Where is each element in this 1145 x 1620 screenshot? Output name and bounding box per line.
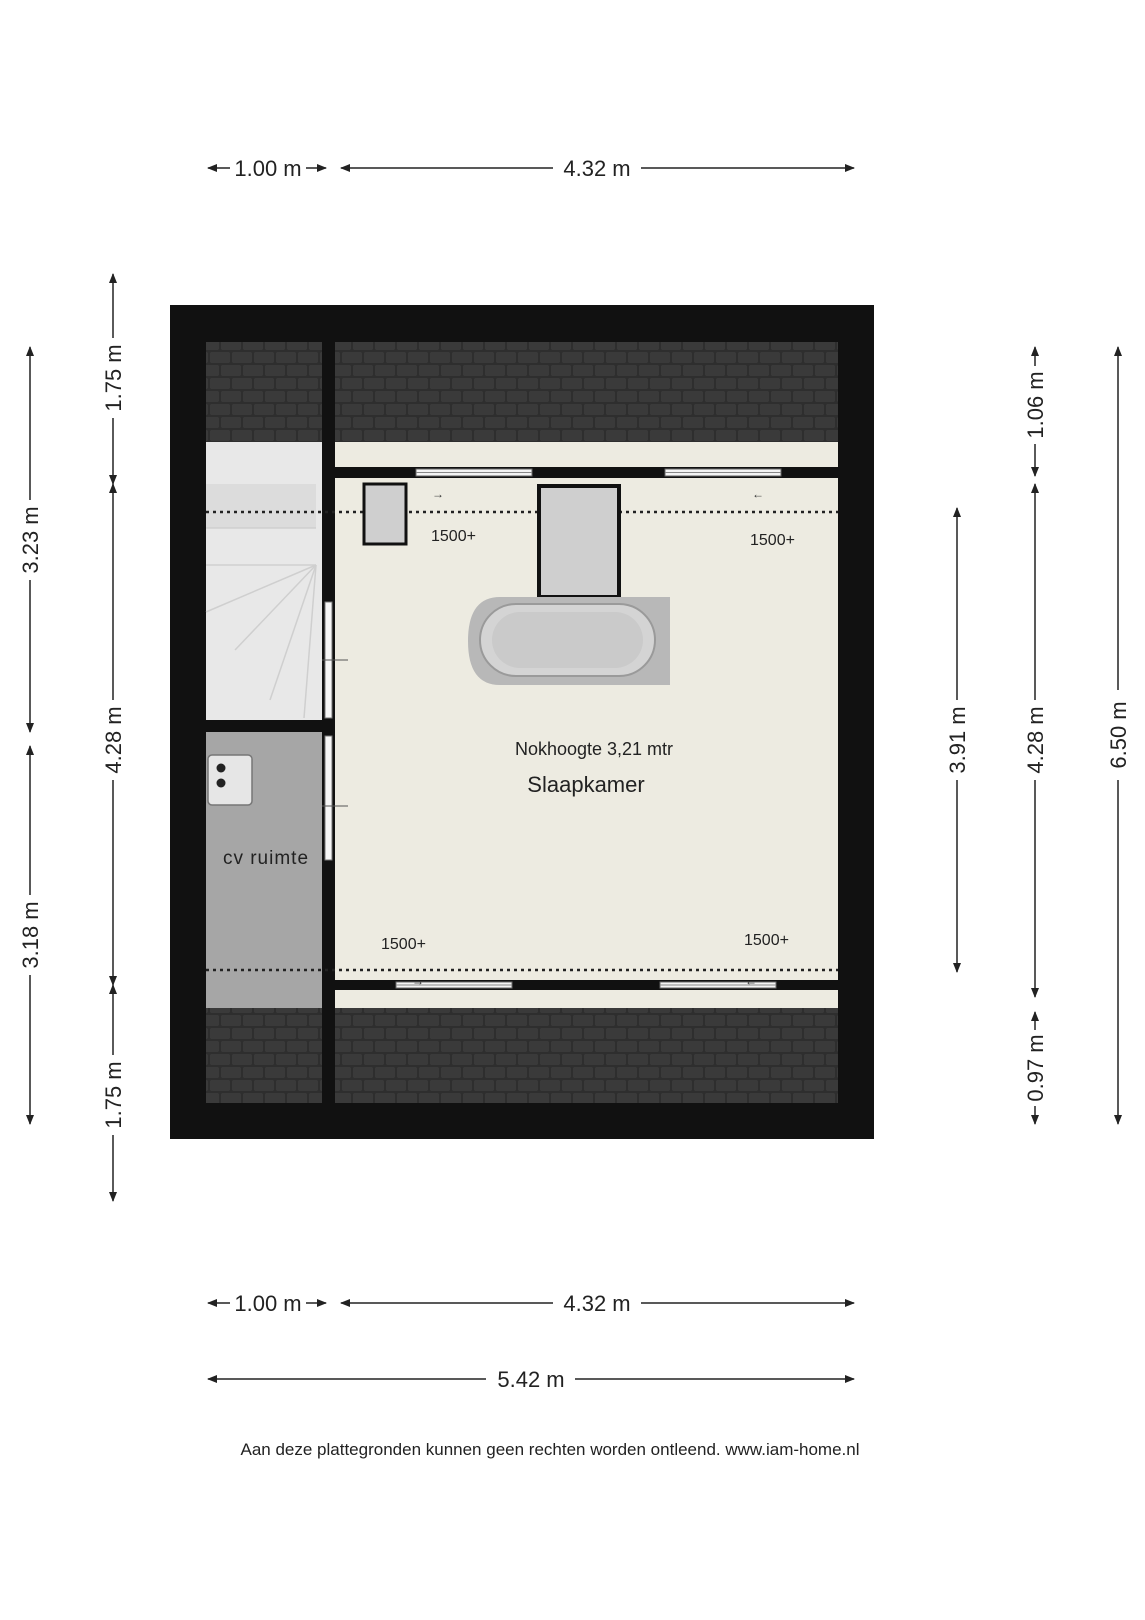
window-bottom-right	[660, 982, 776, 988]
dim-top-right-label: 4.32 m	[563, 156, 631, 181]
window-label: 1500+	[381, 936, 426, 953]
dim-top-left-label: 1.00 m	[234, 156, 302, 181]
room-name-boiler: cv ruimte	[222, 848, 310, 869]
ridge-height-label: Nokhoogte 3,21 mtr	[514, 739, 674, 759]
dim-left-inner-middle-label: 4.28 m	[101, 706, 126, 774]
dim-left-inner-top	[101, 274, 126, 484]
wall-stair-divider	[206, 720, 328, 732]
disclaimer-text: Aan deze plattegronden kunnen geen rechten worden ontleend. www.iam-home.nl	[240, 1440, 860, 1459]
dim-top-right	[341, 156, 854, 181]
dim-left-outer-top	[18, 347, 43, 732]
stair-area	[206, 442, 322, 720]
dim-right-mid-top-label: 1.06 m	[1023, 371, 1048, 439]
low-strip-top	[335, 442, 838, 467]
dim-right-mid-bottom-label: 0.97 m	[1023, 1034, 1048, 1102]
dim-left-inner-middle	[101, 484, 126, 985]
dim-right-inner	[945, 508, 970, 972]
low-strip-bottom	[335, 990, 838, 1008]
dim-right-mid-bottom	[1023, 1012, 1048, 1124]
dim-left-inner-bottom-label: 1.75 m	[101, 1061, 126, 1129]
dim-top-left	[208, 156, 326, 181]
dim-left-outer-bottom-label: 3.18 m	[18, 901, 43, 969]
dim-bottom-right-label: 4.32 m	[563, 1291, 631, 1316]
bathtub	[468, 597, 670, 685]
boiler-icon	[208, 755, 252, 805]
window-label: 1500+	[431, 528, 476, 545]
dim-right-mid-middle	[1023, 484, 1048, 997]
dim-bottom-total-label: 5.42 m	[497, 1367, 565, 1392]
window-top-right	[665, 469, 781, 476]
dim-left-outer-top-label: 3.23 m	[18, 506, 43, 574]
dim-right-inner-label: 3.91 m	[945, 706, 970, 774]
dim-bottom-left-label: 1.00 m	[234, 1291, 302, 1316]
dim-right-mid-top	[1023, 347, 1048, 476]
wall-vertical-left	[322, 342, 335, 602]
skylight-small	[364, 484, 406, 544]
svg-text:→: →	[412, 974, 424, 988]
dim-bottom-right	[341, 1291, 854, 1316]
window-label: 1500+	[750, 532, 795, 549]
roof-bottom	[206, 1008, 838, 1103]
window-top-left	[416, 469, 532, 476]
dim-left-inner-bottom	[101, 985, 126, 1201]
wall-vertical-left-low	[322, 860, 335, 1103]
svg-text:←: ←	[745, 974, 757, 988]
dim-right-outer-label: 6.50 m	[1106, 701, 1131, 769]
roof-top	[206, 342, 838, 442]
dim-bottom-left	[208, 1291, 326, 1316]
skylight-large	[539, 486, 619, 597]
dim-right-mid-middle-label: 4.28 m	[1023, 706, 1048, 774]
dim-right-outer	[1106, 347, 1131, 1124]
svg-text:→: →	[432, 487, 444, 501]
dim-left-inner-top-label: 1.75 m	[101, 344, 126, 412]
dim-bottom-total	[208, 1367, 854, 1392]
window-label: 1500+	[744, 932, 789, 949]
dim-left-outer-bottom	[18, 746, 43, 1124]
svg-text:←: ←	[752, 487, 764, 501]
room-name-bedroom: Slaapkamer	[527, 772, 645, 797]
